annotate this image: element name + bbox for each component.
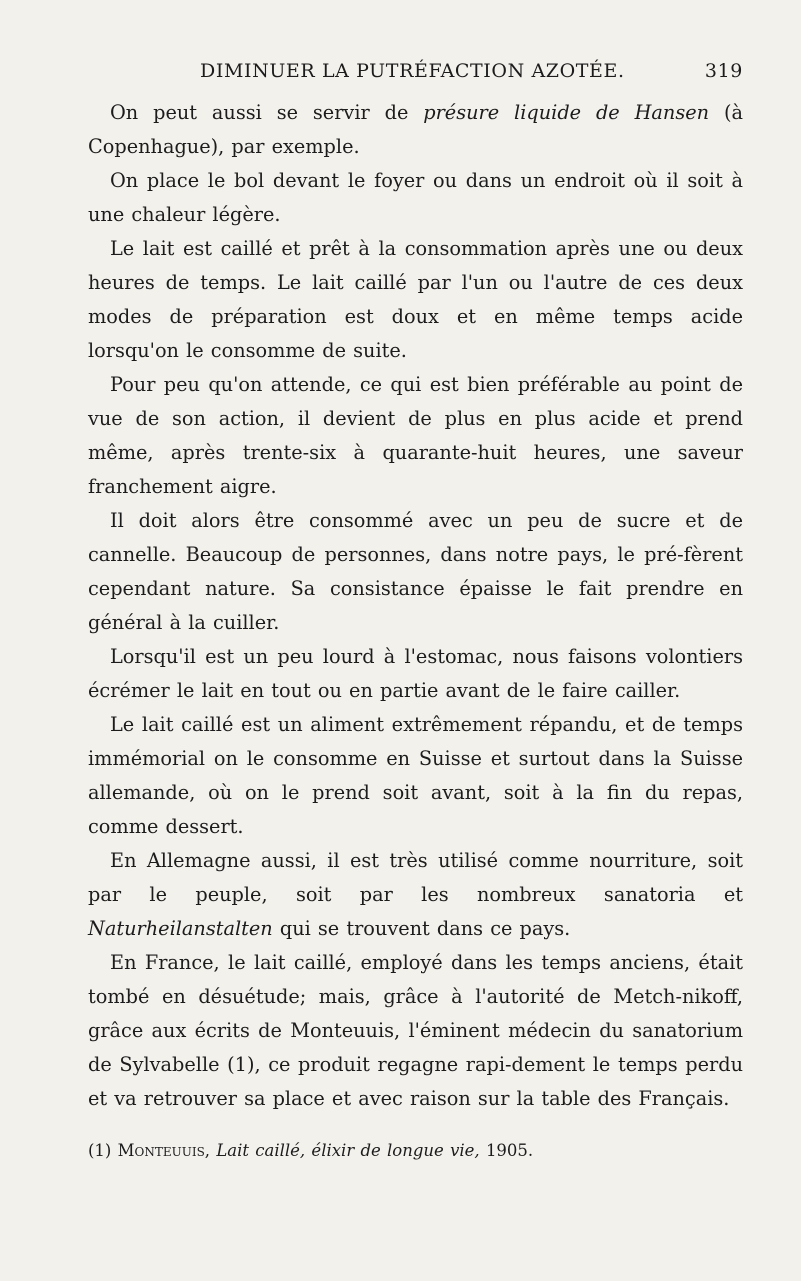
paragraph-4: Pour peu qu'on attende, ce qui est bien préférable au point de vue de son action, il devient de plus en plus acide et prend même, après trente-six à quarante-huit heures, une saveur franchement aigre. [88,373,743,498]
running-head [88,60,743,90]
paragraph-7: Le lait caillé est un aliment extrêmement répandu, et de temps immémorial on le consomme en Suisse et surtout dans la Suisse allemande, où on le prend soit avant, soit à la fin du repas, comme dessert. [88,713,743,838]
footnote-title: Lait caillé, élixir de longue vie, [216,1141,480,1160]
paragraph-1 [88,96,743,164]
footnote-year: 1905. [485,1141,534,1160]
footnote-author: Monteuuis, [117,1141,211,1160]
paragraph-8-text-a: En Allemagne aussi, il est très utilisé comme nourriture, soit par le peuple, soit par les nombreux sanatoria et [88,849,743,906]
paragraph-1-italic: présure liquide de Hansen [423,101,710,124]
body-text [88,96,743,1164]
page-number: 319 [704,60,743,82]
paragraph-2: On place le bol devant le foyer ou dans un endroit où il soit à une chaleur légère. [88,169,743,226]
paragraph-8-text-b: qui se trouvent dans ce pays. [272,917,571,940]
paragraph-3: Le lait est caillé et prêt à la consommation après une ou deux heures de temps. Le lait caillé par l'un ou l'autre de ces deux modes de préparation est doux et en même temps acide lorsqu'on le consomme de suite. [88,237,743,362]
footnote [88,1138,743,1164]
paragraph-9: En France, le lait caillé, employé dans les temps anciens, était tombé en désuétude; mais, grâce à l'autorité de Metch-nikoff, grâce aux écrits de Monteuuis, l'éminent médecin du sanatorium de Sylvabelle (1), ce produit regagne rapi-dement le temps perdu et va retrouver sa place et avec raison sur la table des Français. [88,951,743,1110]
running-title: DIMINUER LA PUTRÉFACTION AZOTÉE. [200,60,625,82]
paragraph-1-text-a: On peut aussi se servir de [110,101,424,124]
paragraph-5: Il doit alors être consommé avec un peu de sucre et de cannelle. Beaucoup de personnes, dans notre pays, le pré-fèrent cependant nature. Sa consistance épaisse le fait prendre en général à la cuiller. [88,509,743,634]
paragraph-1-text-b: (à Copenhague), par exemple. [88,101,743,158]
paragraph-8 [88,844,743,946]
paragraph-8-italic: Naturheilanstalten [88,917,273,940]
footnote-marker: (1) [88,1141,112,1160]
paragraph-6: Lorsqu'il est un peu lourd à l'estomac, nous faisons volontiers écrémer le lait en tout ou en partie avant de le faire cailler. [88,645,743,702]
